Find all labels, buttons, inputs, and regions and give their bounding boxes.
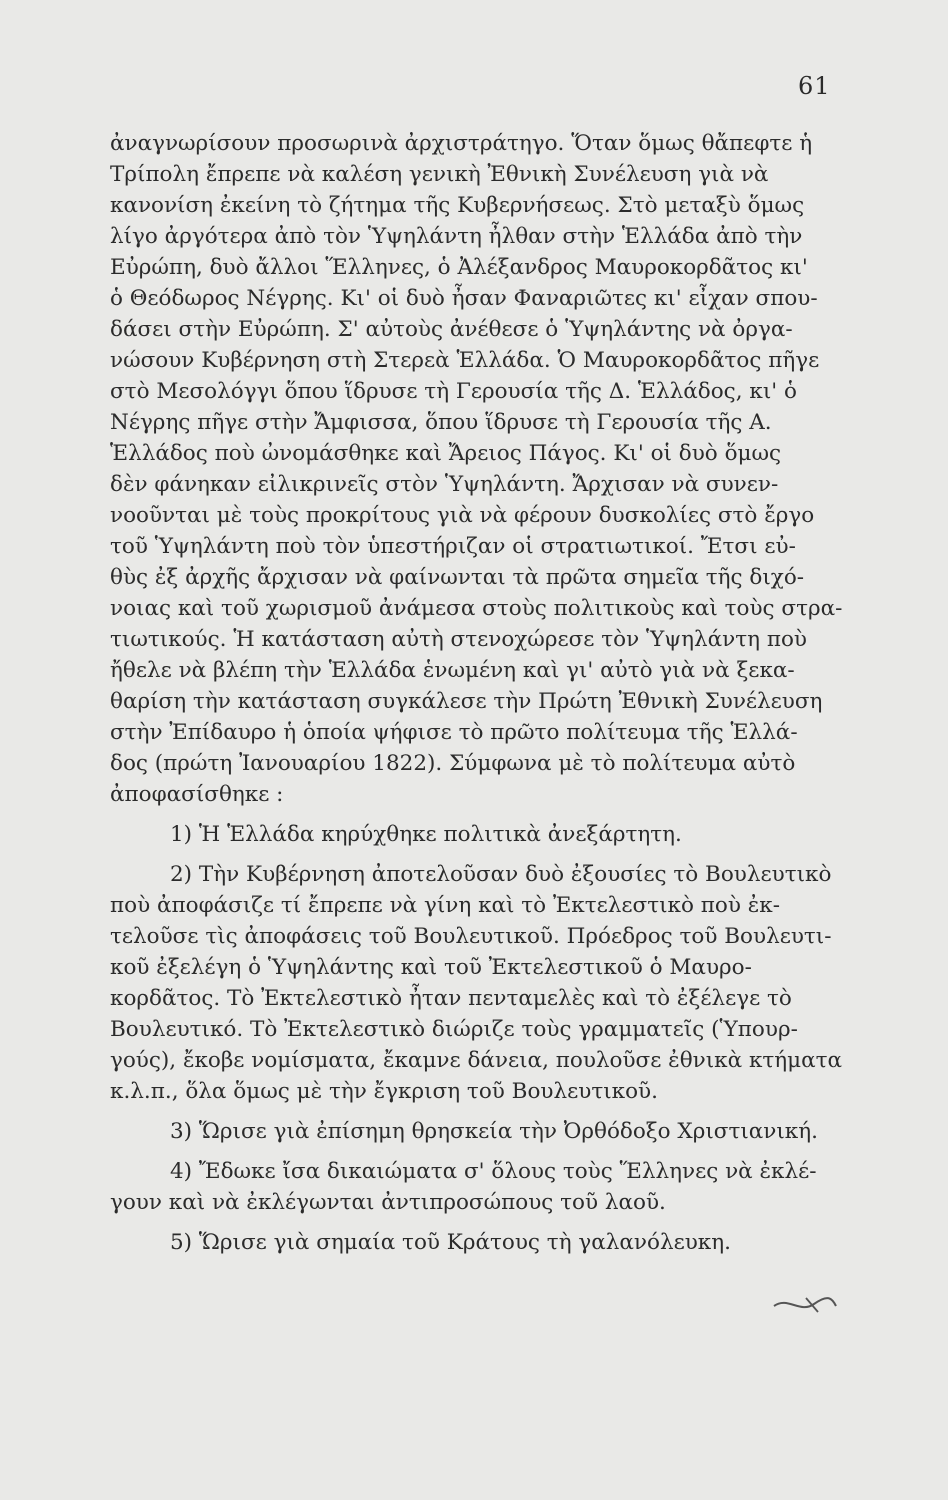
text-line: νοιας καὶ τοῦ χωρισμοῦ ἀνάμεσα στοὺς πολιτικοὺς καὶ τοὺς στρα- <box>110 596 842 621</box>
text-line: Εὐρώπη, δυὸ ἄλλοι Ἕλληνες, ὁ Ἀλέξανδρος Μαυροκορδᾶτος κι' <box>110 255 808 280</box>
text-line: στὴν Ἐπίδαυρο ἡ ὁποία ψήφισε τὸ πρῶτο πολίτευμα τῆς Ἑλλά- <box>110 720 798 745</box>
text-line: γούς), ἔκοβε νομίσματα, ἔκαμνε δάνεια, πουλοῦσε ἐθνικὰ κτήματα <box>110 1048 842 1073</box>
list-item: 1) Ἡ Ἑλλάδα κηρύχθηκε πολιτικὰ ἀνεξάρτητη. <box>170 822 682 847</box>
text-line: ἤθελε νὰ βλέπη τὴν Ἑλλάδα ἑνωμένη καὶ γι' αὐτὸ γιὰ νὰ ξεκα- <box>110 658 795 683</box>
text-line: θαρίση τὴν κατάσταση συγκάλεσε τὴν Πρώτη Ἐθνικὴ Συνέλευση <box>110 689 823 714</box>
text-line: λίγο ἀργότερα ἀπὸ τὸν Ὑψηλάντη ἦλθαν στὴν Ἑλλάδα ἀπὸ τὴν <box>110 224 803 249</box>
text-line: κ.λ.π., ὅλα ὅμως μὲ τὴν ἔγκριση τοῦ Βουλευτικοῦ. <box>110 1079 658 1104</box>
list-item: 5) Ὥρισε γιὰ σημαία τοῦ Κράτους τὴ γαλανόλευκη. <box>170 1230 731 1255</box>
list-item: 2) Τὴν Κυβέρνηση ἀποτελοῦσαν δυὸ ἐξουσίες τὸ Βουλευτικὸ <box>170 862 832 887</box>
text-line: ἀποφασίσθηκε : <box>110 782 284 807</box>
text-line: νοοῦνται μὲ τοὺς προκρίτους γιὰ νὰ φέρουν δυσκολίες στὸ ἔργο <box>110 503 815 528</box>
text-line: νώσουν Κυβέρνηση στὴ Στερεὰ Ἑλλάδα. Ὁ Μαυροκορδᾶτος πῆγε <box>110 348 820 373</box>
text-line: ποὺ ἀποφάσιζε τί ἔπρεπε νὰ γίνη καὶ τὸ Ἐκτελεστικὸ ποὺ ἐκ- <box>110 893 780 918</box>
text-line: δος (πρώτη Ἰανουαρίου 1822). Σύμφωνα μὲ τὸ πολίτευμα αὐτὸ <box>110 751 796 776</box>
text-line: ἀναγνωρίσουν προσωρινὰ ἀρχιστράτηγο. Ὅταν ὅμως θἄπεφτε ἡ <box>110 131 813 156</box>
text-line: δάσει στὴν Εὐρώπη. Σ' αὐτοὺς ἀνέθεσε ὁ Ὑψηλάντης νὰ ὀργα- <box>110 317 793 342</box>
text-line: Ἑλλάδος ποὺ ὠνομάσθηκε καὶ Ἄρειος Πάγος. Κι' οἱ δυὸ ὅμως <box>110 441 782 466</box>
text-line: ὁ Θεόδωρος Νέγρης. Κι' οἱ δυὸ ἦσαν Φαναριῶτες κι' εἶχαν σπου- <box>110 286 818 311</box>
text-line: τοῦ Ὑψηλάντη ποὺ τὸν ὑπεστήριζαν οἱ στρατιωτικοί. Ἔτσι εὐ- <box>110 534 796 559</box>
text-line: Νέγρης πῆγε στὴν Ἄμφισσα, ὅπου ἵδρυσε τὴ Γερουσία τῆς Α. <box>110 410 772 435</box>
text-line: κανονίση ἐκείνη τὸ ζήτημα τῆς Κυβερνήσεως. Στὸ μεταξὺ ὅμως <box>110 193 805 218</box>
text-line: θὺς ἐξ ἀρχῆς ἄρχισαν νὰ φαίνωνται τὰ πρῶτα σημεῖα τῆς διχό- <box>110 565 805 590</box>
page-number: 61 <box>798 72 831 100</box>
text-line: τελοῦσε τὶς ἀποφάσεις τοῦ Βουλευτικοῦ. Πρόεδρος τοῦ Βουλευτι- <box>110 924 832 949</box>
text-line: τιωτικούς. Ἡ κατάσταση αὐτὴ στενοχώρεσε τὸν Ὑψηλάντη ποὺ <box>110 627 808 652</box>
end-flourish-icon <box>770 1292 840 1318</box>
text-line: κοῦ ἐξελέγη ὁ Ὑψηλάντης καὶ τοῦ Ἐκτελεστικοῦ ὁ Μαυρο- <box>110 955 752 980</box>
list-item: 3) Ὥρισε γιὰ ἐπίσημη θρησκεία τὴν Ὀρθόδοξο Χριστιανική. <box>170 1119 818 1144</box>
list-item: 4) Ἔδωκε ἴσα δικαιώματα σ' ὅλους τοὺς Ἕλληνες νὰ ἐκλέ- <box>170 1159 817 1184</box>
text-line: δὲν φάνηκαν εἰλικρινεῖς στὸν Ὑψηλάντη. Ἄρχισαν νὰ συνεν- <box>110 472 779 497</box>
text-line: στὸ Μεσολόγγι ὅπου ἵδρυσε τὴ Γερουσία τῆς Δ. Ἑλλάδος, κι' ὁ <box>110 379 797 404</box>
text-line: Τρίπολη ἔπρεπε νὰ καλέση γενικὴ Ἐθνικὴ Συνέλευση γιὰ νὰ <box>110 162 769 187</box>
body-text <box>110 128 842 1258</box>
text-line: κορδᾶτος. Τὸ Ἐκτελεστικὸ ἦταν πενταμελὲς καὶ τὸ ἐξέλεγε τὸ <box>110 986 792 1011</box>
text-line: γουν καὶ νὰ ἐκλέγωνται ἀντιπροσώπους τοῦ λαοῦ. <box>110 1190 666 1215</box>
text-line: Βουλευτικό. Τὸ Ἐκτελεστικὸ διώριζε τοὺς γραμματεῖς (Ὑπουρ- <box>110 1017 798 1042</box>
